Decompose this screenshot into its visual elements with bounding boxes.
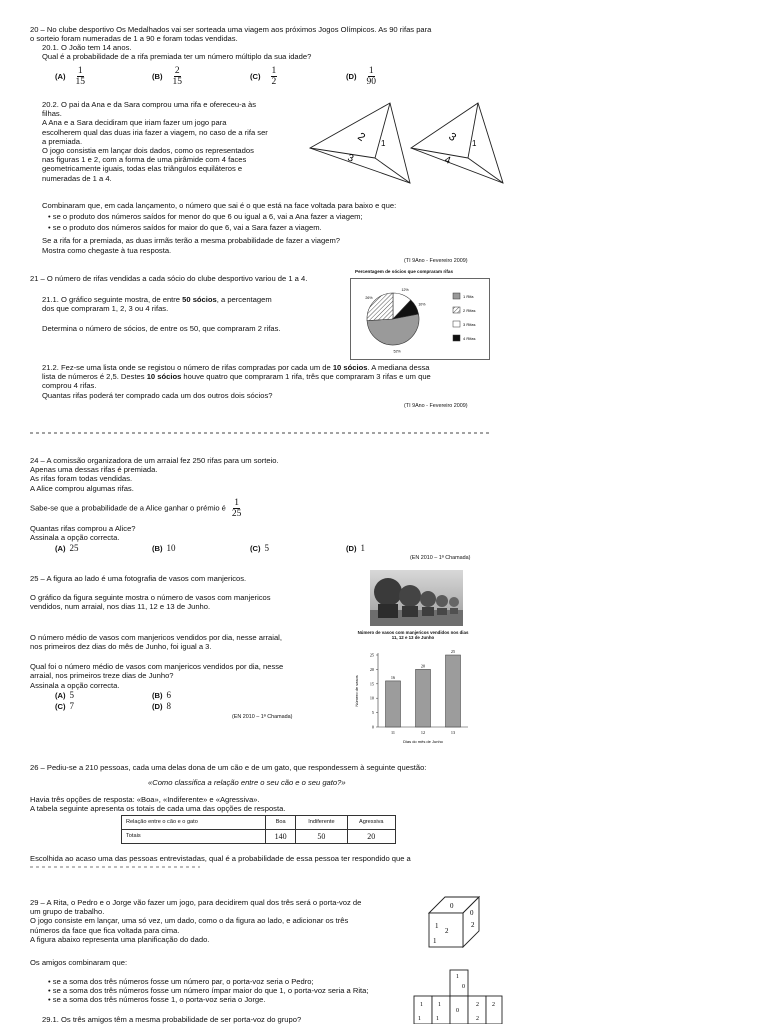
net-number: 2: [476, 1016, 479, 1022]
q21-1-line1: 21.1. O gráfico seguinte mostra, de entre 50 sócios, a percentagem: [42, 295, 272, 304]
pie-chart-frame: [350, 278, 490, 360]
table-cell: 140: [266, 830, 296, 844]
die1-face-label: 1: [381, 139, 386, 148]
table-header: Agressiva: [347, 816, 395, 830]
y-tick-label: 10: [369, 695, 374, 701]
cube-number: 2: [471, 921, 475, 929]
net-number: 1: [456, 974, 459, 980]
q21-source: (TI 9Ano - Fevereiro 2009): [404, 403, 468, 409]
die2-face-label: 4: [442, 154, 452, 167]
q25-option-d: (D) 8: [152, 701, 172, 711]
table-header: Indiferente: [296, 816, 347, 830]
q25-mean-2: nos primeiros dez dias do mês de Junho, foi igual a 3.: [30, 642, 212, 651]
legend-label: 4 Rifas: [463, 336, 476, 341]
net-number: 2: [476, 1002, 479, 1008]
q21-2-line4: Quantas rifas poderá ter comprado cada um dos outros dois sócios?: [42, 391, 273, 400]
y-tick-label: 25: [369, 652, 374, 658]
q20-source: (TI 9Ano - Fevereiro 2009): [404, 258, 468, 264]
q26-responses-table: [121, 815, 396, 844]
net-number: 2: [492, 1002, 495, 1008]
y-axis-label: Número de vasos: [354, 675, 359, 707]
q25-option-a: (A) 5: [55, 690, 75, 700]
x-tick-label: 11: [390, 730, 396, 735]
q21-1-task: Determina o número de sócios, de entre os 50, que compraram 2 rifas.: [42, 324, 281, 333]
legend-swatch: [453, 307, 460, 313]
q20-option-d: (D) $\frac{1}{90}$: [346, 66, 377, 87]
cube-number: 2: [445, 927, 449, 935]
q20-2-text: 20.2. O pai da Ana e da Sara comprou uma rifa e ofereceu-a às filhas. A Ana e a Sara decidiram que iriam fazer um jogo para escolherem qual das duas iria fazer a viagem, no caso de a rifa ser a premiada. O jogo consistia em lançar dois dados, como os representados nas figuras 1 e 2, com a forma de uma pirâmide com 4 faces geometricamente iguais, todas elas triângulos equiláteros e numeradas de 1 a 4.: [42, 100, 268, 183]
bar-value-label: 20: [420, 663, 426, 669]
q20-intro-line1: 20 – No clube desportivo Os Medalhados vai ser sorteada uma viagem aos próximos Jogos Olímpicos. As 90 rifas para: [30, 25, 432, 34]
cube-number: 0: [450, 902, 454, 910]
legend-label: 1 Rifa: [463, 294, 474, 299]
cube-number: 1: [433, 937, 437, 945]
q29-agreed: Os amigos combinaram que:: [30, 958, 128, 967]
table-header: Boa: [266, 816, 296, 830]
pie-chart-title: Percentagem de sócios que compraram rifas: [355, 269, 454, 274]
x-tick-label: 13: [450, 730, 456, 735]
q25-question-1: Qual foi o número médio de vasos com manjericos vendidos por dia, nesse: [30, 662, 284, 671]
bar-value-label: 25: [450, 649, 456, 654]
q21-1-line2: dos que compraram 1, 2, 3 ou 4 rifas.: [42, 304, 169, 313]
y-tick-label: 20: [369, 666, 374, 672]
net-number: 0: [462, 984, 465, 990]
legend-swatch: [453, 335, 460, 341]
y-tick-label: 0: [371, 724, 374, 730]
q20-1-title: 20.1. O João tem 14 anos.: [42, 43, 132, 52]
bar-value-label: 16: [390, 674, 396, 680]
legend-label: 2 Rifas: [463, 308, 476, 313]
q25-source: (EN 2010 – 1ª Chamada): [232, 714, 293, 720]
cube-die: [425, 893, 483, 951]
die2-face-label: 1: [472, 139, 477, 148]
q24-option-c: (C) 5: [250, 543, 270, 553]
q20-option-a: (A) $\frac{1}{15}$: [55, 66, 86, 87]
q24-probability: Sabe-se que a probabilidade de a Alice ganhar o prémio é $\frac{1}{25}$: [30, 498, 242, 519]
table-cell: Totais: [122, 830, 266, 844]
table-cell: 50: [296, 830, 347, 844]
q29-bullet-rita: • se a soma dos três números fosse um número ímpar maior do que 1, o porta-voz seria a Rita;: [48, 986, 369, 995]
q24-option-b: (B) 10: [152, 543, 176, 553]
q25-intro: 25 – A figura ao lado é uma fotografia de vasos com manjericos.: [30, 574, 247, 583]
q24-question: Quantas rifas comprou a Alice?: [30, 524, 136, 533]
die2-face-label: 3: [446, 130, 459, 144]
pie-slice-label: 12%: [401, 288, 409, 293]
legend-swatch: [453, 293, 460, 299]
q20-closing-instruction: Mostra como chegaste à tua resposta.: [42, 246, 172, 255]
q21-intro: 21 – O número de rifas vendidas a cada sócio do clube desportivo variou de 1 a 4.: [30, 274, 308, 283]
net-number: 1: [420, 1002, 423, 1008]
q20-bullet-ana: • se o produto dos números saídos for menor do que 6 ou igual a 6, vai a Ana fazer a viagem;: [48, 212, 363, 221]
bar: [416, 669, 431, 727]
q26-question: Escolhida ao acaso uma das pessoas entrevistadas, qual é a probabilidade de essa pessoa ter respondido que a: [30, 854, 411, 863]
cut-off-text-line: [30, 432, 490, 434]
net-number: 1: [436, 1016, 439, 1022]
net-number: 1: [438, 1002, 441, 1008]
bar: [386, 681, 401, 727]
cube-number: 1: [435, 922, 439, 930]
x-tick-label: 12: [420, 730, 426, 735]
bar: [446, 655, 461, 727]
q21-2-line2: lista de números é 2,5. Destes 10 sócios houve quatro que compraram 1 rifa, três que compraram 3 rifas e um que: [42, 372, 431, 381]
cut-off-text-line: [30, 866, 200, 868]
q24-text: 24 – A comissão organizadora de um arraial fez 250 rifas para um sorteio. Apenas uma dessas rifas é premiada. As rifas foram todas vendidas. A Alice comprou algumas rifas.: [30, 456, 279, 493]
q25-option-b: (B) 6: [152, 690, 172, 700]
bar-chart: [350, 645, 475, 750]
cube-net: [412, 968, 504, 1024]
q20-bullet-sara: • se o produto dos números saídos for maior do que 6, vai a Sara fazer a viagem.: [48, 223, 322, 232]
q26-options-text: Havia três opções de resposta: «Boa», «Indiferente» e «Agressiva».: [30, 795, 260, 804]
net-number: 1: [418, 1016, 421, 1022]
q20-option-c: (C) $\frac{1}{2}$: [250, 66, 277, 87]
cube-number: 0: [470, 909, 474, 917]
q24-source: (EN 2010 – 1ª Chamada): [410, 555, 471, 561]
x-axis-label: Dias do mês de Junho: [403, 739, 443, 744]
q26-quote: «Como classifica a relação entre o seu cão e o seu gato?»: [148, 778, 346, 787]
pie-slice-label: 52%: [393, 349, 401, 354]
q29-bullet-pedro: • se a soma dos três números fosse um número par, o porta-voz seria o Pedro;: [48, 977, 314, 986]
q26-intro: 26 – Pediu-se a 210 pessoas, cada uma delas dona de um cão e de um gato, que respondessem à seguinte questão:: [30, 763, 427, 772]
q25-question-2: arraial, nos primeiros treze dias de Junho?: [30, 671, 174, 680]
q29-1-question: 29.1. Os três amigos têm a mesma probabilidade de ser porta-voz do grupo?: [42, 1015, 302, 1024]
q25-chart-intro-2: vendidos, num arraial, nos dias 11, 12 e 13 de Junho.: [30, 602, 211, 611]
basil-pots-photo: [370, 570, 463, 626]
q25-option-c: (C) 7: [55, 701, 75, 711]
q25-chart-intro-1: O gráfico da figura seguinte mostra o número de vasos com manjericos: [30, 593, 271, 602]
q29-text: 29 – A Rita, o Pedro e o Jorge vão fazer um jogo, para decidirem qual dos três será o porta-voz de um grupo de trabalho. O jogo consiste em lançar, uma só vez, um dado, como o da figura ao lado, e adicionar os três números da face que fica voltada para cima. A figura abaixo representa uma planificação do dado.: [30, 898, 362, 944]
q25-mean-1: O número médio de vasos com manjericos vendidos por dia, nesse arraial,: [30, 633, 282, 642]
q20-agreement: Combinaram que, em cada lançamento, o número que sai é o que está na face voltada para baixo e que:: [42, 201, 397, 210]
table-header-row: [122, 816, 396, 830]
table-header: Relação entre o cão e o gato: [122, 816, 266, 830]
q29-bullet-jorge: • se a soma dos três números fosse 1, o porta-voz seria o Jorge.: [48, 995, 266, 1004]
pie-chart: [351, 279, 489, 359]
table-row: [122, 830, 396, 844]
q26-table-intro: A tabela seguinte apresenta os totais de cada uma das opções de resposta.: [30, 804, 286, 813]
q24-option-a: (A) 25: [55, 543, 79, 553]
q20-1-question: Qual é a probabilidade de a rifa premiada ter um número múltiplo da sua idade?: [42, 52, 312, 61]
y-tick-label: 5: [371, 710, 374, 716]
pie-slice-label: 10%: [418, 302, 426, 307]
q21-2-line1: 21.2. Fez-se uma lista onde se registou o número de rifas compradas por cada um de 10 sócios. A mediana dessa: [42, 363, 430, 372]
q21-2-line3: comprou 4 rifas.: [42, 381, 97, 390]
pie-slice-label: 26%: [365, 296, 373, 301]
die1-face-label: 3: [345, 152, 355, 165]
legend-label: 3 Rifas: [463, 322, 476, 327]
legend-swatch: [453, 321, 460, 327]
q24-instruction: Assinala a opção correcta.: [30, 533, 120, 542]
tetrahedron-die-2: [408, 98, 508, 193]
q24-option-d: (D) 1: [346, 543, 366, 553]
y-tick-label: 15: [369, 681, 374, 687]
q20-closing-question: Se a rifa for a premiada, as duas irmãs terão a mesma probabilidade de fazer a viagem?: [42, 236, 340, 245]
q20-intro-line2: o sorteio foram numeradas de 1 a 90 e foram todas vendidas.: [30, 34, 238, 43]
bar-chart-title: Número de vasos com manjericos vendidos nos dias 11, 12 e 13 de Junho: [357, 630, 469, 640]
q20-option-b: (B) $\frac{2}{15}$: [152, 66, 183, 87]
table-cell: 20: [347, 830, 395, 844]
q25-instruction: Assinala a opção correcta.: [30, 681, 120, 690]
die1-face-label: 2: [355, 130, 368, 144]
net-number: 0: [456, 1008, 459, 1014]
